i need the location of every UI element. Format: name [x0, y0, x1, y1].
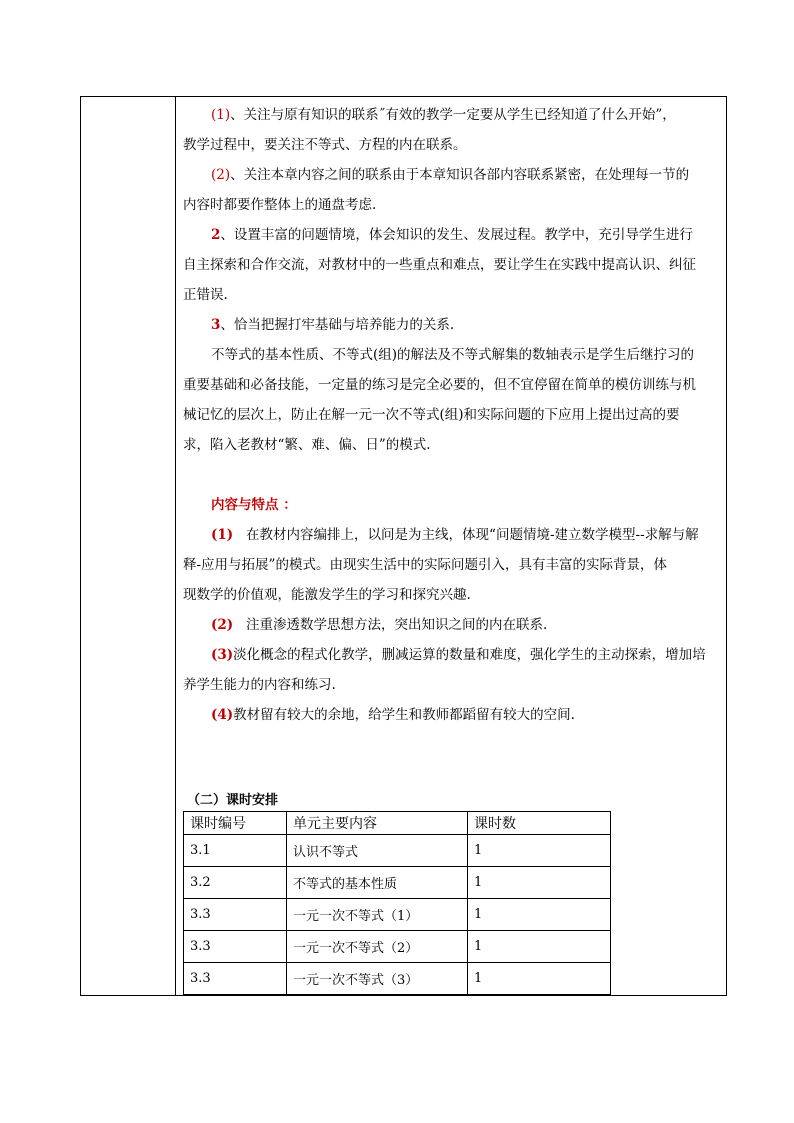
paragraph-4: 3、恰当把握打牢基础与培养能力的关系.	[211, 317, 455, 333]
table-cell: 1	[468, 835, 611, 867]
table-column-divider	[175, 96, 176, 996]
paragraph-5: 不等式的基本性质、不等式(组)的解法及不等式解集的数轴表示是学生后继拧习的	[211, 347, 695, 363]
feature-1-cont: 现数学的价值观，能激发学生的学习和探究兴趣.	[183, 587, 471, 603]
schedule-title: （二）课时安排	[187, 793, 279, 808]
item-number: (1)	[211, 527, 234, 543]
paragraph-5-cont: 械记忆的层次上，防止在解一元一次不等式(组)和实际问题的下应用上提出过高的要	[183, 407, 680, 423]
paragraph-2-cont: 内容时都要作整体上的通盘考虑.	[183, 197, 377, 213]
table-row	[184, 963, 611, 995]
paragraph-3-cont: 正错误.	[183, 287, 228, 303]
spacer	[183, 460, 715, 490]
item-number: (2)	[211, 167, 231, 183]
table-cell: 一元一次不等式（1）	[287, 899, 468, 931]
paragraph-3: 2、设置丰富的问题情境，体会知识的发生、发展过程。教学中，充引导学生进行	[211, 227, 693, 243]
feature-3: (3)淡化概念的程式化教学，删减运算的数量和难度，强化学生的主动探索，增加培	[211, 647, 706, 663]
item-number: 3	[211, 317, 221, 333]
feature-1-cont: 释-应用与拓展”的模式。由现实生活中的实际问题引入，具有丰富的实际背景，体	[183, 557, 667, 573]
paragraph-3-cont: 自主探索和合作交流，对教材中的一些重点和难点，要让学生在实践中提高认识、纠征	[183, 257, 696, 273]
table-cell: 3.3	[184, 899, 287, 931]
table-cell: 3.3	[184, 963, 287, 995]
column-header: 单元主要内容	[287, 812, 468, 835]
item-number: (1)	[211, 107, 231, 123]
feature-2: (2) 注重渗透数学思想方法，突出知识之间的内在联系.	[211, 617, 548, 633]
item-number: 2	[211, 227, 221, 243]
paragraph-2: (2)、关注本章内容之间的联系由于本章知识各部内容联系紧密，在处理每一节的	[211, 167, 690, 183]
paragraph-1-cont: 教学过程中，要关注不等式、方程的内在联系。	[183, 137, 467, 153]
schedule-table	[183, 811, 611, 995]
table-cell: 不等式的基本性质	[287, 867, 468, 899]
column-header: 课时编号	[184, 812, 287, 835]
table-cell: 1	[468, 899, 611, 931]
paragraph-5-cont: 重要基础和必备技能，一定量的练习是完全必要的，但不宜停留在简单的模仿训练与机	[183, 377, 696, 393]
paragraph-5-cont: 求，陷入老教材“繁、难、偏、日”的模式.	[183, 437, 431, 453]
table-cell: 一元一次不等式（2）	[287, 931, 468, 963]
table-row	[184, 931, 611, 963]
table-cell: 3.2	[184, 867, 287, 899]
table-cell: 1	[468, 963, 611, 995]
table-cell: 一元一次不等式（3）	[287, 963, 468, 995]
paragraph-1: (1)、关注与原有知识的联系˝有效的教学一定要从学生已经知道了什么开始”，	[211, 107, 676, 123]
item-number: (3)	[211, 647, 234, 663]
table-cell: 1	[468, 867, 611, 899]
item-number: (4)	[211, 707, 234, 723]
item-number: (2)	[211, 617, 234, 633]
table-row	[184, 899, 611, 931]
column-header: 课时数	[468, 812, 611, 835]
features-heading: 内容与特点 ：	[211, 497, 297, 513]
table-cell: 认识不等式	[287, 835, 468, 867]
plan-content	[183, 100, 715, 730]
table-header-row	[184, 812, 611, 835]
table-row	[184, 835, 611, 867]
table-row	[184, 867, 611, 899]
table-cell: 3.3	[184, 931, 287, 963]
feature-3-cont: 养学生能力的内容和练习.	[183, 677, 336, 693]
feature-4: (4)教材留有较大的余地，给学生和教师都蹈留有较大的空间.	[211, 707, 575, 723]
feature-1: (1) 在教材内容编排上，以问是为主线，体现“问题情境-建立数学模型--求解与解	[211, 527, 699, 543]
table-cell: 1	[468, 931, 611, 963]
table-cell: 3.1	[184, 835, 287, 867]
